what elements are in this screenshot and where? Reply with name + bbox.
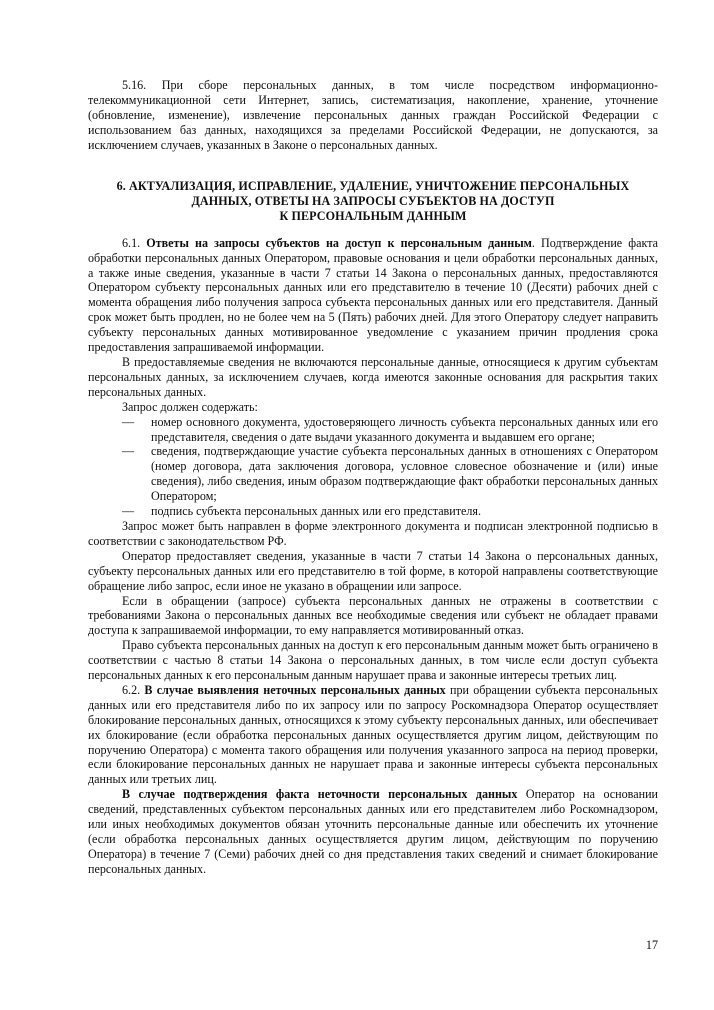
paragraph-restriction: Право субъекта персональных данных на доступ к его персональным данным может быть ограничено в соответствии с частью 8 статьи 14 Закона о персональных данных, в том числе если доступ субъекта персональных данных к его персональным данным нарушает права и законные интересы третьих лиц. xyxy=(88,638,658,683)
em-dash-icon: — xyxy=(122,504,135,519)
section-6-heading xyxy=(88,179,658,225)
section-6-heading-line-1: 6. АКТУАЛИЗАЦИЯ, ИСПРАВЛЕНИЕ, УДАЛЕНИЕ, УНИЧТОЖЕНИЕ ПЕРСОНАЛЬНЫХ xyxy=(116,178,630,193)
paragraph-refusal: Если в обращении (запросе) субъекта персональных данных не отражены в соответствии с требованиями Закона о персональных данных все необходимые сведения или субъект не обладает правами доступа к запрашиваемой информации, то ему направляется мотивированный отказ. xyxy=(88,593,658,638)
clause-6-1-number: 6.1. xyxy=(122,235,141,250)
list-item-text: сведения, подтверждающие участие субъекта персональных данных в отношениях с Оператором (номер договора, дата заключения договора, условное словесное обозначение и (или) иные сведения), либо сведения, иным образом подтверждающие факт обработки персональных данных Оператором; xyxy=(151,444,658,504)
clause-6-2-paragraph xyxy=(88,683,658,787)
list-item-text: подпись субъекта персональных данных или его представителя. xyxy=(151,504,482,519)
em-dash-icon: — xyxy=(122,414,135,429)
paragraph-exclusion: В предоставляемые сведения не включаются персональные данные, относящиеся к другим субъектам персональных данных, за исключением случаев, когда имеются законные основания для раскрытия таких персональных данных. xyxy=(88,355,658,399)
section-6-heading-line-2: ДАННЫХ, ОТВЕТЫ НА ЗАПРОСЫ СУБЪЕКТОВ НА ДОСТУП xyxy=(191,193,555,208)
paragraph-confirmation-text: Оператор на основании сведений, представленных субъектом персональных данных или его представителем либо Роскомнадзором, или иных необходимых документов обязан уточнить персональные данные или обеспечить их уточнение (если обработка персональных данных осуществляется другим лицом, действующим по поручению Оператора) в течение 7 (Семи) рабочих дней со дня представления таких сведений и снимает блокирование персональных данных. xyxy=(88,787,659,876)
paragraph-electronic: Запрос может быть направлен в форме электронного документа и подписан электронной подписью в соответствии с законодательством РФ. xyxy=(88,518,658,548)
clause-5-16-text: При сборе персональных данных, в том числе посредством информационно-телекоммуникационной сети Интернет, запись, систематизация, накопление, хранение, уточнение (обновление, изменение), извлечение персональных данных граждан Российской Федерации с использованием баз данных, находящихся за пределами Российской Федерации, не допускаются, за исключением случаев, указанных в Законе о персональных данных. xyxy=(88,78,658,152)
heading-spacer xyxy=(88,225,658,236)
clause-6-2-text: при обращении субъекта персональных данных или его представителя либо по их запросу или по запросу Роскомнадзора Оператор осуществляет блокирование персональных данных, относящихся к этому субъекту персональных данных, или обеспечивает их блокирование (если обработка персональных данных осуществляется другим лицом, действующим по поручению Оператора) с момента такого обращения или получения указанного запроса на период проверки, если блокирование персональных данных не нарушает права и законные интересы субъекта персональных данных или третьих лиц. xyxy=(88,682,658,787)
clause-6-1-lead-bold: Ответы на запросы субъектов на доступ к персональным данным xyxy=(146,235,532,250)
em-dash-icon: — xyxy=(122,444,135,459)
clause-6-2-lead-bold: В случае выявления неточных персональных данных xyxy=(144,682,446,697)
section-6-heading-line-3: К ПЕРСОНАЛЬНЫМ ДАННЫМ xyxy=(279,209,467,224)
paragraph-operator-form: Оператор предоставляет сведения, указанные в части 7 статьи 14 Закона о персональных данных, субъекту персональных данных или его представителю в той форме, в которой направлены соответствующие обращение либо запрос, если иное не указано в обращении или запросе. xyxy=(88,548,658,593)
list-item-text: номер основного документа, удостоверяющего личность субъекта персональных данных или его представителя, сведения о дате выдачи указанного документа и выдавшем его органе; xyxy=(151,414,658,444)
document-body xyxy=(88,78,658,877)
paragraph-confirmation xyxy=(88,787,658,876)
paragraph-confirmation-lead-bold: В случае подтверждения факта неточности персональных данных xyxy=(122,787,518,802)
list-item xyxy=(88,415,658,445)
request-intro: Запрос должен содержать: xyxy=(122,399,258,414)
list-item xyxy=(88,504,658,519)
clause-6-2-number: 6.2. xyxy=(122,682,141,697)
clause-5-16-paragraph xyxy=(88,78,658,153)
request-items-list xyxy=(88,415,658,519)
page-number: 17 xyxy=(645,938,658,952)
clause-6-1-text: . Подтверждение факта обработки персональных данных Оператором, правовые основания и цели обработки персональных данных, а также иные сведения, указанные в части 7 статьи 14 Закона о персональных данных, предоставляются Оператором субъекту персональных данных или его представителю в течение 10 (Десяти) рабочих дней с момента обращения либо получения запроса субъекта персональных данных или его представителя. Данный срок может быть продлен, но не более чем на 5 (Пять) рабочих дней. Для этого Оператору следует направить субъекту персональных данных мотивированное уведомление с указанием причин продления срока предоставления запрашиваемой информации. xyxy=(88,235,659,355)
clause-6-1-paragraph xyxy=(88,236,658,355)
clause-5-16-number: 5.16. xyxy=(122,78,147,92)
list-item xyxy=(88,444,658,504)
